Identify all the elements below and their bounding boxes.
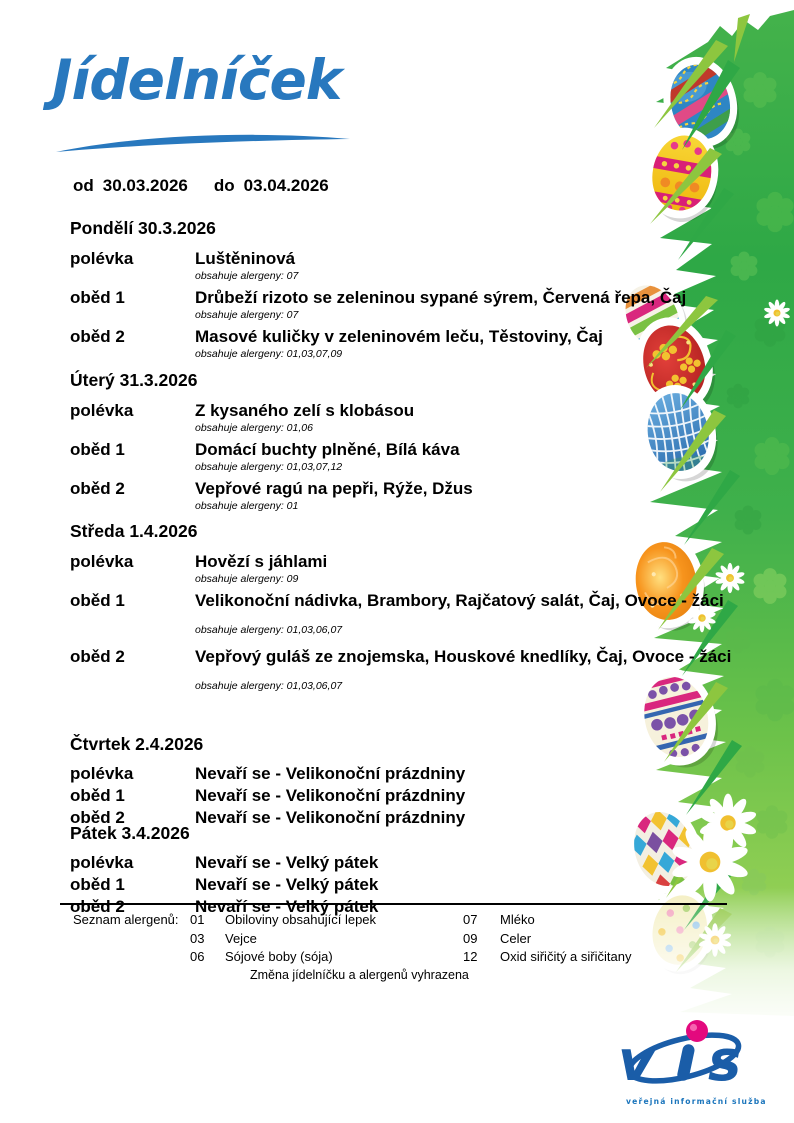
allergen-note: obsahuje alergeny: 01,06 xyxy=(195,422,313,434)
menu-disclaimer: Změna jídelníčku a alergenů vyhrazena xyxy=(250,968,469,982)
meal-type-label: oběd 2 xyxy=(70,327,125,346)
menu-row xyxy=(70,286,760,322)
allergen-label: Mléko xyxy=(500,912,535,927)
menu-row xyxy=(70,550,760,586)
meal-type-label: oběd 2 xyxy=(70,647,125,666)
date-from-label: od xyxy=(73,176,94,195)
allergen-legend xyxy=(73,911,713,967)
day-header: Středa 1.4.2026 xyxy=(70,521,198,541)
vis-logo-subtitle: veřejná informační služba xyxy=(626,1097,767,1106)
vis-logo-letter-s: s xyxy=(708,1029,742,1094)
dish-name: Vepřový guláš ze znojemska, Houskové knedlíky, Čaj, Ovoce - žáci xyxy=(195,647,732,666)
vis-logo-icon xyxy=(596,1016,776,1112)
dish-name: Nevaří se - Velký pátek xyxy=(195,897,379,916)
date-to-value: 03.04.2026 xyxy=(243,176,329,195)
meal-type-label: oběd 1 xyxy=(70,591,125,610)
allergen-code: 01 xyxy=(190,912,205,927)
menu-row xyxy=(70,589,760,642)
allergen-note: obsahuje alergeny: 09 xyxy=(195,573,299,585)
allergen-note: obsahuje alergeny: 07 xyxy=(195,270,299,282)
dish-name: Nevaří se - Velký pátek xyxy=(195,853,379,872)
meal-type-label: oběd 1 xyxy=(70,288,125,307)
day-section-thursday xyxy=(70,734,760,829)
dish-name: Nevaří se - Velikonoční prázdniny xyxy=(195,764,466,783)
allergen-note: obsahuje alergeny: 01 xyxy=(195,500,299,512)
dish-name: Nevaří se - Velikonoční prázdniny xyxy=(195,808,466,827)
menu-row xyxy=(70,399,760,435)
dish-name: Z kysaného zelí s klobásou xyxy=(195,401,415,420)
meal-type-label: polévka xyxy=(70,764,134,783)
allergen-note: obsahuje alergeny: 01,03,07,09 xyxy=(195,348,343,360)
meal-type-label: oběd 1 xyxy=(70,440,125,459)
day-section-wednesday xyxy=(70,521,760,701)
dish-name: Luštěninová xyxy=(195,249,296,268)
page-title: Jídelníček xyxy=(52,48,342,112)
day-header: Pátek 3.4.2026 xyxy=(70,823,190,843)
allergen-item xyxy=(463,948,713,967)
allergen-item xyxy=(190,930,463,949)
allergen-note: obsahuje alergeny: 01,03,06,07 xyxy=(195,624,343,636)
menu-row xyxy=(70,763,760,785)
dish-name: Drůbeží rizoto se zeleninou sypané sýrem, Červená řepa, Čaj xyxy=(195,288,687,307)
day-header: Čtvrtek 2.4.2026 xyxy=(70,734,204,754)
date-from-value: 30.03.2026 xyxy=(102,176,188,195)
dish-name: Velikonoční nádivka, Brambory, Rajčatový salát, Čaj, Ovoce - žáci xyxy=(195,591,724,610)
menu-row xyxy=(70,325,760,361)
meal-type-label: oběd 2 xyxy=(70,479,125,498)
meal-type-label: oběd 1 xyxy=(70,786,125,805)
menu-row xyxy=(70,645,760,698)
meal-type-label: oběd 2 xyxy=(70,897,125,916)
allergen-note: obsahuje alergeny: 01,03,07,12 xyxy=(195,461,343,473)
date-range xyxy=(73,176,329,196)
allergen-item xyxy=(190,948,463,967)
dish-name: Domácí buchty plněné, Bílá káva xyxy=(195,440,460,459)
menu-row xyxy=(70,874,760,896)
meal-type-label: oběd 2 xyxy=(70,808,125,827)
date-to-label: do xyxy=(213,176,235,195)
day-header: Úterý 31.3.2026 xyxy=(70,370,198,390)
meal-type-label: oběd 1 xyxy=(70,875,125,894)
day-section-monday xyxy=(70,218,760,364)
day-section-tuesday xyxy=(70,370,760,516)
vis-logo-pink-dot xyxy=(686,1020,708,1042)
allergen-item xyxy=(463,911,713,930)
menu-row xyxy=(70,852,760,874)
allergen-item xyxy=(190,911,463,930)
allergen-label: Sójové boby (sója) xyxy=(225,949,333,964)
dish-name: Vepřové ragú na pepři, Rýže, Džus xyxy=(195,479,473,498)
allergen-label: Oxid siřičitý a siřičitany xyxy=(500,949,632,964)
footer-divider xyxy=(60,903,727,905)
allergen-code: 06 xyxy=(190,949,205,964)
allergen-label: Vejce xyxy=(225,930,257,946)
allergen-label: Celer xyxy=(500,930,532,946)
allergen-note: obsahuje alergeny: 07 xyxy=(195,309,299,321)
dish-name: Masové kuličky v zeleninovém leču, Těstoviny, Čaj xyxy=(195,327,603,346)
meal-type-label: polévka xyxy=(70,552,134,571)
allergen-code: 09 xyxy=(463,930,478,946)
meal-type-label: polévka xyxy=(70,401,134,420)
menu-row xyxy=(70,247,760,283)
dish-name: Hovězí s jáhlami xyxy=(195,552,328,571)
allergen-code: 12 xyxy=(463,949,478,964)
allergen-code: 03 xyxy=(190,930,205,946)
menu-row xyxy=(70,438,760,474)
menu-row xyxy=(70,785,760,807)
meal-type-label: polévka xyxy=(70,249,134,268)
allergen-legend-title: Seznam alergenů: xyxy=(73,912,179,927)
meal-type-label: polévka xyxy=(70,853,134,872)
allergen-item xyxy=(463,930,713,949)
menu-row xyxy=(70,477,760,513)
vis-logo-letter-v: v xyxy=(618,1029,655,1094)
allergen-code: 07 xyxy=(463,912,478,927)
title-underline-swoosh-icon xyxy=(52,128,354,156)
dish-name: Nevaří se - Velikonoční prázdniny xyxy=(195,786,466,805)
day-header: Pondělí 30.3.2026 xyxy=(70,218,216,238)
allergen-label: Obiloviny obsahující lepek xyxy=(225,912,377,927)
dish-name: Nevaří se - Velký pátek xyxy=(195,875,379,894)
allergen-note: obsahuje alergeny: 01,03,06,07 xyxy=(195,680,343,692)
